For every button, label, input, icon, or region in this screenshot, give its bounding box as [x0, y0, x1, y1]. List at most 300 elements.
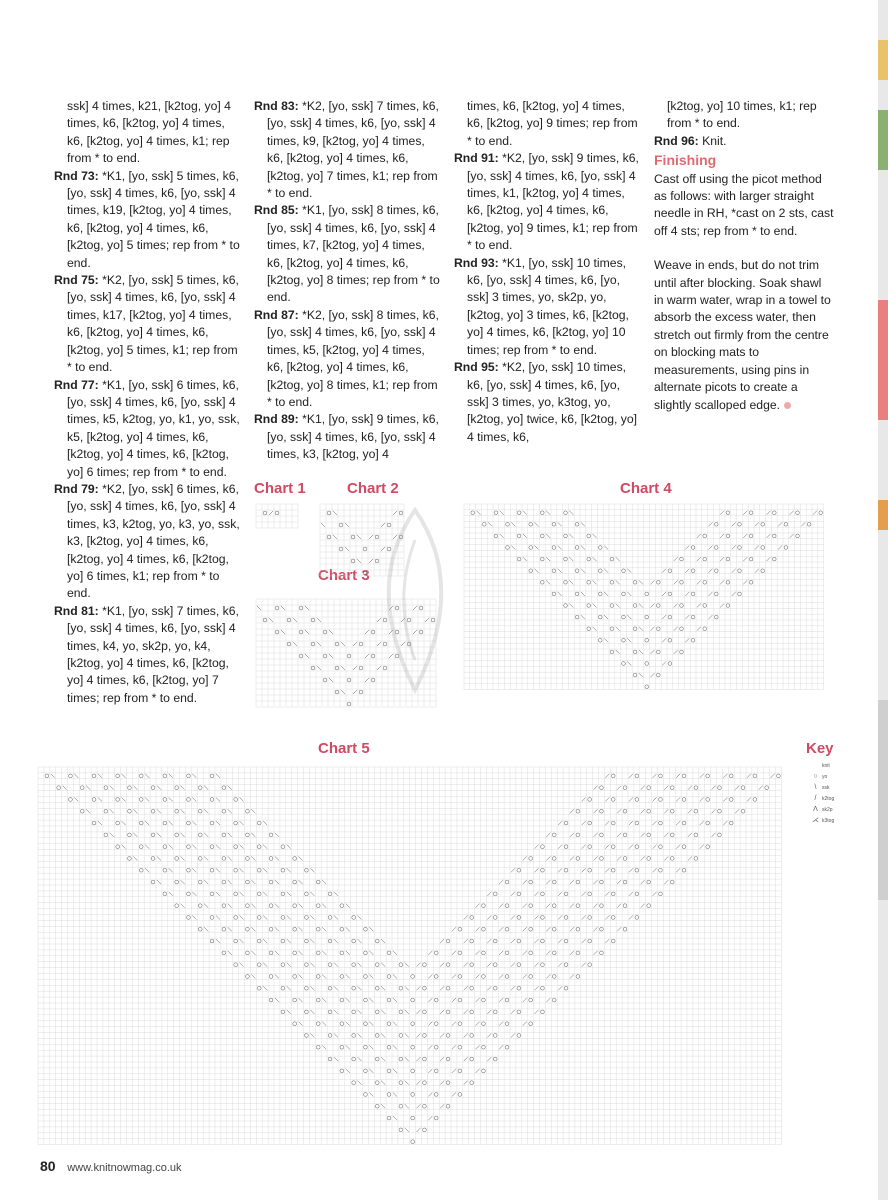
yo-symbol [399, 1057, 403, 1061]
yo-symbol [645, 615, 649, 619]
yo-symbol [623, 904, 627, 908]
yo-symbol [352, 1081, 356, 1085]
yo-symbol [505, 1045, 509, 1049]
yo-symbol [210, 774, 214, 778]
yo-symbol [234, 963, 238, 967]
ssk-symbol [157, 880, 161, 884]
k2tog-symbol [711, 833, 715, 837]
yo-symbol [575, 569, 579, 573]
yo-symbol [316, 1022, 320, 1026]
ssk-symbol [239, 868, 243, 872]
k2tog-symbol [723, 797, 727, 801]
yo-symbol [340, 904, 344, 908]
yo-symbol [682, 845, 686, 849]
ssk-symbol [317, 666, 321, 670]
ssk-symbol [228, 809, 232, 813]
yo-symbol [269, 975, 273, 979]
k2tog-symbol [269, 511, 273, 515]
ssk-symbol [310, 963, 314, 967]
ssk-symbol [121, 797, 125, 801]
yo-symbol [796, 511, 800, 515]
yo-symbol [726, 604, 730, 608]
k2tog-symbol [700, 821, 704, 825]
k2tog-symbol [629, 821, 633, 825]
round-label: Rnd 89: [254, 412, 299, 427]
yo-symbol [423, 1128, 427, 1132]
yo-symbol [210, 916, 214, 920]
k2tog-symbol [452, 998, 456, 1002]
k2tog-symbol [593, 880, 597, 884]
yo-symbol [659, 798, 663, 802]
yo-symbol [529, 569, 533, 573]
ssk-symbol [281, 630, 285, 634]
yo-symbol [623, 927, 627, 931]
yo-symbol [364, 1022, 368, 1026]
yo-symbol [128, 809, 132, 813]
yo-symbol [588, 892, 592, 896]
yo-symbol [375, 963, 379, 967]
yo-symbol [564, 916, 568, 920]
k2tog-symbol [487, 939, 491, 943]
yo-symbol [352, 986, 356, 990]
ssk-symbol [51, 774, 55, 778]
yo-symbol [257, 845, 261, 849]
k2tog-symbol [440, 939, 444, 943]
k2tog-symbol [708, 545, 712, 549]
ssk-symbol [298, 998, 302, 1002]
yo-symbol [104, 809, 108, 813]
k2tog-symbol [440, 1081, 444, 1085]
k2tog-symbol [464, 1081, 468, 1085]
k2tog-symbol [593, 809, 597, 813]
yo-symbol [493, 986, 497, 990]
yo-symbol [198, 786, 202, 790]
ssk-symbol [251, 904, 255, 908]
ssk-symbol [298, 951, 302, 955]
yo-symbol [541, 986, 545, 990]
yo-symbol [726, 557, 730, 561]
yo-symbol [482, 927, 486, 931]
ssk-symbol [334, 892, 338, 896]
yo-symbol [691, 569, 695, 573]
k2tog-symbol [464, 915, 468, 919]
k2tog-symbol [685, 545, 689, 549]
yo-symbol [633, 673, 637, 677]
yo-symbol [352, 1034, 356, 1038]
k2tog-symbol [700, 774, 704, 778]
yo-symbol [340, 927, 344, 931]
ssk-symbol [263, 868, 267, 872]
yo-symbol [198, 809, 202, 813]
yo-symbol [796, 534, 800, 538]
ssk-symbol [98, 821, 102, 825]
k2tog-symbol [487, 1010, 491, 1014]
ssk-symbol [476, 511, 480, 515]
k2tog-symbol [523, 951, 527, 955]
yo-symbol [257, 939, 261, 943]
ssk-symbol [263, 986, 267, 990]
yo-symbol [234, 798, 238, 802]
ssk-symbol [287, 868, 291, 872]
ssk-symbol [157, 856, 161, 860]
k2tog-symbol [664, 880, 668, 884]
ssk-symbol [98, 797, 102, 801]
ssk-symbol [393, 1069, 397, 1073]
key-symbol-icon: ⋌ [812, 817, 819, 824]
yo-symbol [328, 939, 332, 943]
yo-symbol [564, 868, 568, 872]
k2tog-symbol [662, 615, 666, 619]
yo-symbol [703, 627, 707, 631]
ssk-symbol [263, 845, 267, 849]
k2tog-symbol [523, 856, 527, 860]
k2tog-symbol [813, 511, 817, 515]
ssk-symbol [192, 821, 196, 825]
yo-symbol [611, 774, 615, 778]
k2tog-symbol [697, 580, 701, 584]
k2tog-symbol [452, 1092, 456, 1096]
k2tog-symbol [676, 868, 680, 872]
ssk-symbol [180, 904, 184, 908]
ssk-symbol [558, 522, 562, 526]
round-instruction [54, 272, 240, 376]
yo-symbol [175, 857, 179, 861]
k2tog-symbol [708, 522, 712, 526]
yo-symbol [564, 821, 568, 825]
yo-symbol [635, 892, 639, 896]
yo-symbol [575, 546, 579, 550]
k2tog-symbol [475, 998, 479, 1002]
round-instruction [54, 603, 240, 707]
yo-symbol [163, 845, 167, 849]
chart5-title: Chart 5 [318, 740, 370, 757]
ssk-symbol [500, 511, 504, 515]
yo-symbol [541, 939, 545, 943]
yo-symbol [352, 1010, 356, 1014]
yo-symbol [434, 1116, 438, 1120]
yo-symbol [691, 638, 695, 642]
yo-symbol [691, 615, 695, 619]
yo-symbol [139, 774, 143, 778]
yo-symbol [505, 975, 509, 979]
yo-symbol [246, 833, 250, 837]
k2tog-symbol [534, 892, 538, 896]
yo-symbol [682, 774, 686, 778]
ssk-symbol [192, 845, 196, 849]
ssk-symbol [581, 569, 585, 573]
yo-symbol [587, 627, 591, 631]
yo-symbol [600, 857, 604, 861]
yo-symbol [116, 774, 120, 778]
k2tog-symbol [582, 939, 586, 943]
yo-symbol [703, 580, 707, 584]
k2tog-symbol [534, 1010, 538, 1014]
rnd96-text: Knit. [702, 133, 727, 148]
yo-symbol [784, 522, 788, 526]
yo-symbol [738, 522, 742, 526]
yo-symbol [622, 638, 626, 642]
k2tog-symbol [790, 534, 794, 538]
yo-symbol [163, 821, 167, 825]
ssk-symbol [381, 963, 385, 967]
yo-symbol [446, 1034, 450, 1038]
ssk-symbol [569, 511, 573, 515]
key-label: k3tog [822, 817, 835, 824]
k2tog-symbol [428, 1045, 432, 1049]
k2tog-symbol [475, 1022, 479, 1026]
round-instruction [454, 98, 640, 150]
chart1-grid [254, 497, 316, 535]
key-label: ssk [822, 784, 830, 791]
yo-symbol [198, 833, 202, 837]
ssk-symbol [369, 1045, 373, 1049]
k2tog-symbol [676, 774, 680, 778]
yo-symbol [175, 904, 179, 908]
k2tog-symbol [534, 939, 538, 943]
yo-symbol [423, 1057, 427, 1061]
yo-symbol [299, 606, 303, 610]
k2tog-symbol [650, 673, 654, 677]
yo-symbol [575, 522, 579, 526]
ssk-symbol [546, 557, 550, 561]
yo-symbol [210, 868, 214, 872]
k2tog-symbol [674, 580, 678, 584]
k2tog-symbol [546, 951, 550, 955]
ssk-symbol [357, 915, 361, 919]
k2tog-symbol [688, 833, 692, 837]
k2tog-symbol [452, 951, 456, 955]
yo-symbol [458, 1045, 462, 1049]
yo-symbol [458, 1093, 462, 1097]
round-label: Rnd 81: [54, 603, 99, 618]
yo-symbol [777, 774, 781, 778]
yo-symbol [340, 998, 344, 1002]
yo-symbol [311, 642, 315, 646]
round-label: Rnd 75: [54, 273, 99, 288]
yo-symbol [316, 880, 320, 884]
ssk-symbol [310, 1010, 314, 1014]
yo-symbol [446, 1081, 450, 1085]
yo-symbol [269, 927, 273, 931]
yo-symbol [656, 580, 660, 584]
yo-symbol [706, 774, 710, 778]
ssk-symbol [228, 904, 232, 908]
finishing-heading: Finishing [654, 152, 717, 169]
ssk-symbol [281, 606, 285, 610]
yo-symbol [600, 809, 604, 813]
pattern-column-1 [54, 98, 240, 707]
k2tog-symbol [755, 522, 759, 526]
ssk-symbol [369, 998, 373, 1002]
ssk-symbol [251, 951, 255, 955]
yo-symbol [257, 986, 261, 990]
key-title: Key [806, 740, 834, 757]
yo-symbol [494, 511, 498, 515]
ssk-symbol [322, 1022, 326, 1026]
yo-symbol [263, 511, 267, 515]
k2tog-symbol [629, 915, 633, 919]
ssk-symbol [381, 1057, 385, 1061]
yo-symbol [269, 833, 273, 837]
yo-symbol [328, 1057, 332, 1061]
yo-symbol [198, 880, 202, 884]
yo-symbol [423, 986, 427, 990]
yo-symbol [493, 963, 497, 967]
k2tog-symbol [499, 1045, 503, 1049]
yo-symbol [335, 690, 339, 694]
yo-symbol [659, 892, 663, 896]
yo-symbol [257, 821, 261, 825]
k2tog-symbol [523, 880, 527, 884]
ssk-symbol [239, 915, 243, 919]
yo-symbol [116, 845, 120, 849]
k2tog-symbol [546, 833, 550, 837]
yo-symbol [668, 638, 672, 642]
k2tog-symbol [662, 592, 666, 596]
ssk-symbol [169, 892, 173, 896]
yo-symbol [517, 986, 521, 990]
yo-symbol [411, 1116, 415, 1120]
key-symbol-icon: \ [814, 784, 817, 791]
k2tog-symbol [534, 986, 538, 990]
k2tog-symbol [605, 939, 609, 943]
ssk-symbol [369, 1092, 373, 1096]
yo-symbol [541, 916, 545, 920]
yo-symbol [482, 522, 486, 526]
ssk-symbol [604, 615, 608, 619]
ssk-symbol [145, 797, 149, 801]
ssk-symbol [558, 592, 562, 596]
ssk-symbol [500, 534, 504, 538]
k2tog-symbol [416, 1104, 420, 1108]
k2tog-symbol [582, 868, 586, 872]
yo-symbol [347, 678, 351, 682]
yo-symbol [234, 916, 238, 920]
yo-symbol [375, 1081, 379, 1085]
k2tog-symbol [475, 904, 479, 908]
ssk-symbol [216, 774, 220, 778]
k2tog-symbol [652, 845, 656, 849]
ssk-symbol [169, 821, 173, 825]
k2tog-symbol [676, 797, 680, 801]
round-label: Rnd 77: [54, 377, 99, 392]
yo-symbol [749, 580, 753, 584]
key-item [812, 804, 872, 815]
k2tog-symbol [711, 786, 715, 790]
ssk-symbol [251, 880, 255, 884]
yo-symbol [269, 857, 273, 861]
yo-symbol [411, 1069, 415, 1073]
k2tog-symbol [732, 569, 736, 573]
round-text: *K2, [yo, ssk] 6 times, k6, [yo, ssk] 4 times, k6, [yo, ssk] 4 times, k3, k2tog, yo, k3, yo, ssk, k3, [k2tog, yo] 4 times, k6, [k2tog, yo] 4 times, k6, [k2tog, yo] 6 times, k1; rep from * to end. [67, 481, 240, 601]
k2tog-symbol [353, 642, 357, 646]
yo-symbol [647, 833, 651, 837]
yo-symbol [328, 986, 332, 990]
yo-symbol [656, 673, 660, 677]
yo-symbol [807, 522, 811, 526]
ssk-symbol [405, 963, 409, 967]
ssk-symbol [298, 1022, 302, 1026]
yo-symbol [623, 809, 627, 813]
ssk-symbol [133, 809, 137, 813]
k2tog-symbol [487, 1057, 491, 1061]
key-label: yo [822, 773, 828, 780]
k2tog-symbol [452, 1022, 456, 1026]
yo-symbol [588, 798, 592, 802]
yo-symbol [151, 833, 155, 837]
k2tog-symbol [558, 892, 562, 896]
yo-symbol [610, 650, 614, 654]
ssk-symbol [546, 534, 550, 538]
yo-symbol [682, 798, 686, 802]
edge-swatch-yellow [878, 40, 888, 80]
yo-symbol [482, 904, 486, 908]
yo-symbol [517, 557, 521, 561]
yo-symbol [670, 786, 674, 790]
yo-symbol [694, 809, 698, 813]
round-label: Rnd 79: [54, 481, 99, 496]
ssk-symbol [275, 974, 279, 978]
yo-symbol [529, 522, 533, 526]
yo-symbol [576, 904, 580, 908]
yo-symbol [541, 892, 545, 896]
yo-symbol [299, 630, 303, 634]
yo-symbol [399, 963, 403, 967]
k2tog-symbol [747, 774, 751, 778]
yo-symbol [668, 615, 672, 619]
k2tog-symbol [511, 915, 515, 919]
k2tog-symbol [650, 580, 654, 584]
k2tog-symbol [440, 963, 444, 967]
ssk-symbol [334, 1033, 338, 1037]
yo-symbol [552, 522, 556, 526]
ssk-symbol [228, 951, 232, 955]
ssk-symbol [275, 927, 279, 931]
yo-symbol [482, 975, 486, 979]
yo-symbol [293, 880, 297, 884]
yo-symbol [670, 880, 674, 884]
ssk-symbol [287, 845, 291, 849]
yo-symbol [694, 833, 698, 837]
ssk-symbol [333, 511, 337, 515]
yo-symbol [287, 618, 291, 622]
yo-symbol [222, 786, 226, 790]
yo-symbol [128, 786, 132, 790]
ssk-symbol [204, 904, 208, 908]
yo-symbol [246, 951, 250, 955]
ssk-symbol [639, 650, 643, 654]
yo-symbol [659, 821, 663, 825]
yo-symbol [493, 916, 497, 920]
yo-symbol [482, 1022, 486, 1026]
yo-symbol [328, 1034, 332, 1038]
ssk-symbol [251, 927, 255, 931]
yo-symbol [434, 951, 438, 955]
yo-symbol [622, 592, 626, 596]
k2tog-symbol [353, 666, 357, 670]
k2tog-symbol [755, 569, 759, 573]
yo-symbol [352, 916, 356, 920]
ssk-symbol [393, 1022, 397, 1026]
k2tog-symbol [708, 592, 712, 596]
yo-symbol [198, 927, 202, 931]
yo-symbol [635, 774, 639, 778]
ssk-symbol [357, 1033, 361, 1037]
key-symbol-icon [812, 762, 819, 769]
ssk-symbol [616, 650, 620, 654]
chart2-title: Chart 2 [347, 480, 399, 497]
ssk-symbol [169, 868, 173, 872]
